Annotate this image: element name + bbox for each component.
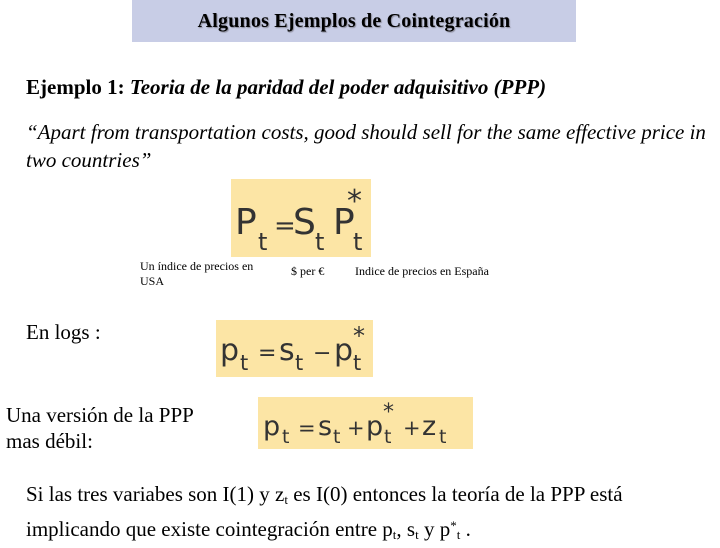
caption-spain-price-index: Indice de precios en España [355,264,489,278]
caption-usa-price-index: Un índice de precios en USA [140,259,254,288]
conclusion-sub4: t [456,527,461,542]
eq3-p-star: p [366,411,384,442]
eq2-sub-t1: t [240,351,249,375]
eq2-sub-t2: t [295,351,304,375]
eq3-equals: = [298,416,316,440]
eq3-sub-t1: t [282,426,290,448]
eq2-p-star: p [334,333,354,368]
logs-label: En logs : [26,320,101,344]
conclusion-part3: , s [396,517,416,541]
eq2-star: * [353,322,365,350]
eq1-S: S [293,202,316,243]
eq1-P-usa: P [235,202,257,243]
conclusion-sub3: t [415,527,419,542]
log-ppp-equation [216,320,373,377]
example-heading [26,75,546,100]
eq3-sub-t2: t [333,426,341,448]
ppp-equation [231,179,371,257]
conclusion-part4: y p [418,517,451,541]
eq2-s: s [279,333,295,368]
conclusion-sub1: t [284,492,288,507]
log-ppp-equation-svg [216,320,373,377]
eq1-star: * [347,184,362,219]
eq2-minus: − [313,341,332,366]
conclusion-sub2: t [392,527,397,542]
weak-ppp-label: Una versión de la PPP mas débil: [6,403,194,453]
eq3-plus2: + [403,416,421,440]
conclusion-part1: Si las tres variabes son I(1) y z [26,482,285,506]
example-label: Ejemplo 1: [26,75,125,99]
title-banner [132,0,576,42]
eq3-s: s [318,411,333,442]
eq1-sub-t2: t [315,228,325,256]
eq2-sub-t3: t [353,351,362,375]
ppp-equation-svg [231,179,371,257]
eq2-equals: = [258,341,277,366]
eq3-plus1: + [347,416,365,440]
caption-exchange-rate: $ per € [291,264,325,278]
eq1-equals: = [274,211,296,241]
conclusion-part5: . [460,517,471,541]
ppp-quote: “Apart from transportation costs, good should sell for the same effective price in two countries” [26,120,706,172]
conclusion-part2: es I(0) entonces la teoría de la PPP está implicando que existe cointegración entre p [26,482,623,541]
page-title: Algunos Ejemplos de Cointegración [197,9,511,32]
eq3-sub-t4: t [439,426,447,448]
conclusion-text [26,481,716,548]
eq3-p: p [263,411,281,442]
eq3-sub-t3: t [384,426,392,448]
weak-ppp-equation-svg [258,397,473,449]
eq1-sub-t3: t [353,228,363,256]
eq3-z: z [422,411,437,442]
eq1-P-spain: P [333,202,355,243]
weak-ppp-equation [258,397,473,449]
conclusion-sup4: * [450,518,457,533]
eq2-p: p [220,333,240,368]
eq1-sub-t1: t [258,228,268,256]
example-title: Teoria de la paridad del poder adquisitivo (PPP) [129,75,547,99]
eq3-star: * [383,400,394,425]
